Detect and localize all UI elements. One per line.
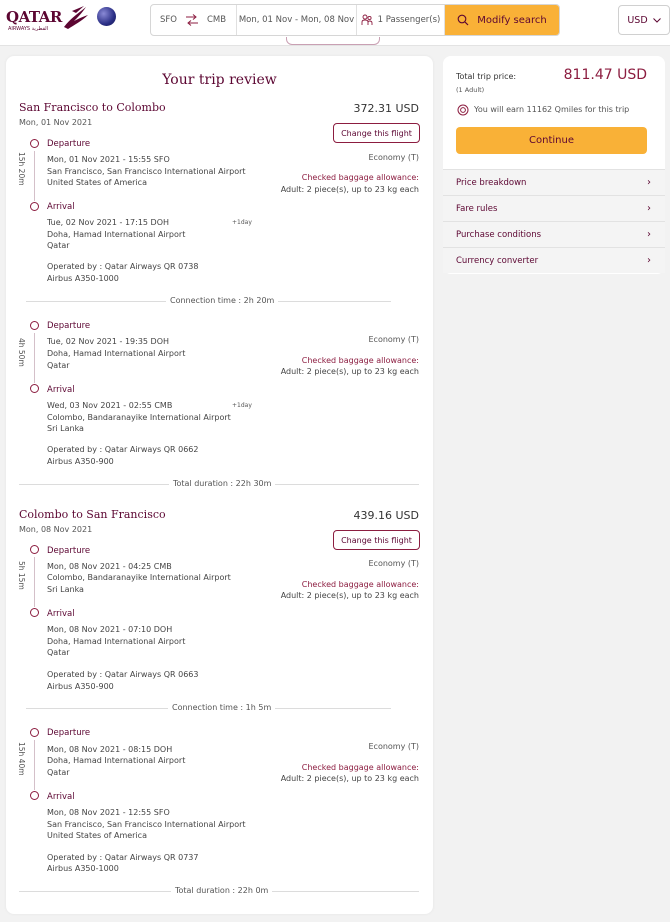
sidebar-item-label: Price breakdown — [456, 177, 527, 188]
modify-search-label: Modify search — [477, 14, 547, 26]
timeline-line — [34, 557, 35, 607]
baggage-allowance: Adult: 2 piece(s), up to 23 kg each — [280, 591, 419, 600]
arrival-airport: Colombo, Bandaranayike International Airport — [47, 413, 231, 422]
departure-airport: Doha, Hamad International Airport — [47, 349, 186, 358]
adult-count: (1 Adult) — [456, 86, 485, 94]
search-summary-bar — [150, 4, 560, 36]
origin-code: SFO — [160, 15, 177, 25]
chevron-right-icon: › — [647, 255, 651, 266]
sidebar-item-label: Purchase conditions — [456, 229, 542, 240]
departure-label: Departure — [47, 728, 91, 738]
collapsed-tab-handle[interactable] — [286, 37, 380, 45]
currency-selector[interactable] — [618, 5, 670, 35]
chevron-down-icon — [653, 18, 661, 23]
destination-code: CMB — [206, 15, 227, 25]
arrival-marker — [30, 791, 39, 800]
arrival-country: Sri Lanka — [47, 424, 84, 433]
qmiles-earn-text: You will earn 11162 Qmiles for this trip — [474, 105, 630, 114]
departure-time: Tue, 02 Nov 2021 - 19:35 DOH — [47, 337, 170, 346]
departure-country: United States of America — [47, 178, 147, 187]
departure-marker — [30, 545, 39, 554]
departure-time: Mon, 08 Nov 2021 - 08:15 DOH — [47, 745, 173, 754]
baggage-title: Checked baggage allowance: — [301, 173, 419, 182]
change-flight-button[interactable]: Change this flight — [333, 530, 420, 550]
departure-marker — [30, 139, 39, 148]
qmiles-icon — [457, 104, 469, 116]
page-title: Your trip review — [162, 72, 277, 88]
passenger-selector[interactable] — [357, 5, 445, 35]
departure-country: Sri Lanka — [47, 585, 84, 594]
arrival-label: Arrival — [47, 385, 75, 395]
baggage-title: Checked baggage allowance: — [301, 580, 419, 589]
dates-selector[interactable] — [237, 5, 357, 35]
aircraft-type: Airbus A350-1000 — [47, 864, 119, 873]
arrival-country: Qatar — [47, 241, 70, 250]
baggage-allowance: Adult: 2 piece(s), up to 23 kg each — [280, 185, 419, 194]
departure-airport: San Francisco, San Francisco International Airport — [47, 167, 246, 176]
arrival-airport: Doha, Hamad International Airport — [47, 230, 186, 239]
sidebar-item-price-breakdown[interactable] — [443, 169, 665, 195]
arrival-label: Arrival — [47, 202, 75, 212]
continue-button[interactable]: Continue — [456, 127, 647, 154]
arrival-time: Tue, 02 Nov 2021 - 17:15 DOH — [47, 218, 170, 227]
departure-airport: Colombo, Bandaranayike International Airport — [47, 573, 231, 582]
trip-review-card — [6, 56, 433, 914]
departure-label: Departure — [47, 546, 91, 556]
arrival-time: Mon, 08 Nov 2021 - 12:55 SFO — [47, 808, 170, 817]
segment-duration: 4h 50m — [17, 338, 26, 367]
aircraft-type: Airbus A350-900 — [47, 457, 114, 466]
currency-value: USD — [627, 14, 648, 26]
sidebar-item-label: Currency converter — [456, 255, 539, 266]
change-flight-button[interactable]: Change this flight — [333, 123, 420, 143]
route-title: San Francisco to Colombo — [19, 101, 166, 114]
chevron-right-icon: › — [647, 229, 651, 240]
route-price: 372.31 USD — [353, 102, 419, 115]
operated-by: Operated by : Qatar Airways QR 0663 — [47, 670, 199, 679]
baggage-title: Checked baggage allowance: — [301, 356, 419, 365]
logo-subtext: AIRWAYS القطرية — [8, 26, 49, 32]
departure-marker — [30, 321, 39, 330]
plus-day-badge: +1day — [232, 219, 252, 226]
chevron-right-icon: › — [647, 177, 651, 188]
connection-time: Connection time : 2h 20m — [166, 296, 278, 305]
price-summary-panel — [443, 56, 665, 274]
baggage-allowance: Adult: 2 piece(s), up to 23 kg each — [280, 774, 419, 783]
route-title: Colombo to San Francisco — [19, 508, 166, 521]
departure-label: Departure — [47, 321, 91, 331]
operated-by: Operated by : Qatar Airways QR 0738 — [47, 262, 199, 271]
departure-time: Mon, 01 Nov 2021 - 15:55 SFO — [47, 155, 170, 164]
sidebar-item-label: Fare rules — [456, 203, 498, 214]
sidebar-item-currency-converter[interactable] — [443, 247, 665, 273]
sidebar-item-fare-rules[interactable] — [443, 195, 665, 221]
arrival-airport: San Francisco, San Francisco International Airport — [47, 820, 246, 829]
logo-wordmark: QATAR — [6, 8, 62, 26]
route-selector[interactable] — [151, 5, 237, 35]
route-price: 439.16 USD — [353, 509, 419, 522]
departure-time: Mon, 08 Nov 2021 - 04:25 CMB — [47, 562, 172, 571]
arrival-label: Arrival — [47, 792, 75, 802]
price-summary — [443, 56, 665, 169]
aircraft-type: Airbus A350-900 — [47, 682, 114, 691]
operated-by: Operated by : Qatar Airways QR 0737 — [47, 853, 199, 862]
arrival-label: Arrival — [47, 609, 75, 619]
departure-airport: Doha, Hamad International Airport — [47, 756, 186, 765]
search-icon — [457, 14, 469, 26]
cabin-class: Economy (T) — [368, 153, 419, 162]
travel-dates: Mon, 01 Nov - Mon, 08 Nov — [238, 15, 355, 25]
departure-label: Departure — [47, 139, 91, 149]
arrival-time: Wed, 03 Nov 2021 - 02:55 CMB — [47, 401, 173, 410]
passenger-count: 1 Passenger(s) — [377, 15, 441, 25]
connection-time: Connection time : 1h 5m — [168, 703, 275, 712]
cabin-class: Economy (T) — [368, 335, 419, 344]
cabin-class: Economy (T) — [368, 742, 419, 751]
sidebar-item-purchase-conditions[interactable] — [443, 221, 665, 247]
qatar-airways-logo[interactable] — [6, 5, 90, 37]
arrival-marker — [30, 384, 39, 393]
departure-marker — [30, 728, 39, 737]
chevron-right-icon: › — [647, 203, 651, 214]
total-price-label: Total trip price: — [456, 72, 517, 81]
arrival-marker — [30, 608, 39, 617]
segment-duration: 5h 15m — [17, 561, 26, 590]
departure-country: Qatar — [47, 361, 70, 370]
timeline-line — [34, 333, 35, 383]
segment-duration: 15h 20m — [17, 152, 26, 186]
total-duration: Total duration : 22h 0m — [171, 886, 272, 895]
oryx-icon — [62, 5, 90, 31]
departure-country: Qatar — [47, 768, 70, 777]
passengers-icon — [361, 14, 373, 26]
operated-by: Operated by : Qatar Airways QR 0662 — [47, 445, 199, 454]
modify-search-button[interactable] — [445, 5, 559, 35]
arrival-country: United States of America — [47, 831, 147, 840]
arrival-marker — [30, 202, 39, 211]
route-date: Mon, 08 Nov 2021 — [19, 525, 93, 534]
arrival-country: Qatar — [47, 648, 70, 657]
plus-day-badge: +1day — [232, 402, 252, 409]
arrival-airport: Doha, Hamad International Airport — [47, 637, 186, 646]
sidebar-menu — [443, 169, 665, 273]
oneworld-alliance-icon — [97, 7, 116, 26]
timeline-line — [34, 740, 35, 790]
total-price: 811.47 USD — [563, 67, 647, 83]
baggage-allowance: Adult: 2 piece(s), up to 23 kg each — [280, 367, 419, 376]
cabin-class: Economy (T) — [368, 559, 419, 568]
timeline-line — [34, 151, 35, 201]
segment-duration: 15h 40m — [17, 742, 26, 776]
total-duration: Total duration : 22h 30m — [169, 479, 275, 488]
arrival-time: Mon, 08 Nov 2021 - 07:10 DOH — [47, 625, 173, 634]
aircraft-type: Airbus A350-1000 — [47, 274, 119, 283]
route-date: Mon, 01 Nov 2021 — [19, 118, 93, 127]
swap-icon — [185, 14, 199, 26]
baggage-title: Checked baggage allowance: — [301, 763, 419, 772]
